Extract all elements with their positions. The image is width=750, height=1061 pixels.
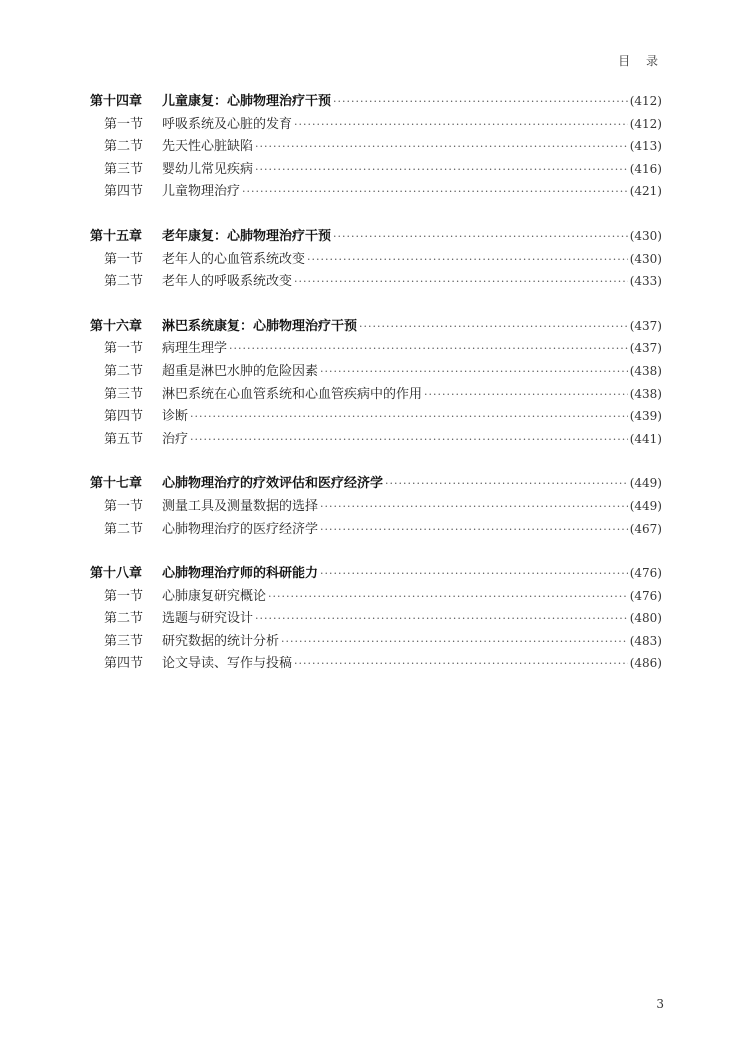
page-reference: (439) — [629, 409, 662, 424]
chapter-block — [90, 90, 662, 203]
chapter-entry[interactable] — [90, 90, 662, 113]
section-entry[interactable] — [90, 405, 662, 428]
section-label: 第二节 — [104, 521, 144, 537]
section-label: 第一节 — [104, 116, 144, 132]
page-reference: (476) — [629, 588, 662, 603]
dot-leader — [294, 653, 628, 676]
section-title: 论文导读、写作与投稿 — [162, 656, 293, 672]
dot-leader — [385, 473, 628, 496]
section-label: 第一节 — [104, 341, 144, 357]
section-entry[interactable] — [90, 495, 662, 518]
dot-leader — [190, 406, 628, 429]
section-label: 第一节 — [104, 251, 144, 267]
section-title: 先天性心脏缺陷 — [162, 139, 254, 155]
chapter-title: 心肺物理治疗的疗效评估和医疗经济学 — [162, 476, 384, 492]
section-entry[interactable] — [90, 652, 662, 675]
dot-leader — [333, 91, 628, 114]
dot-leader — [307, 249, 628, 272]
section-title: 婴幼儿常见疾病 — [162, 161, 254, 177]
section-label: 第四节 — [104, 656, 144, 672]
chapter-label: 第十八章 — [90, 566, 143, 582]
dot-leader — [229, 338, 628, 361]
section-title: 老年人的呼吸系统改变 — [162, 274, 293, 290]
section-title: 超重是淋巴水肿的危险因素 — [162, 363, 319, 379]
dot-leader — [190, 429, 628, 452]
dot-leader — [281, 631, 628, 654]
dot-leader — [268, 586, 628, 609]
section-entry[interactable] — [90, 518, 662, 541]
chapter-label: 第十六章 — [90, 318, 143, 334]
dot-leader — [320, 519, 628, 542]
chapter-entry[interactable] — [90, 562, 662, 585]
section-title: 呼吸系统及心脏的发育 — [162, 116, 293, 132]
page-number: 3 — [656, 997, 664, 1011]
section-entry[interactable] — [90, 180, 662, 203]
dot-leader — [242, 181, 628, 204]
chapter-title: 老年康复：心肺物理治疗干预 — [162, 228, 332, 244]
dot-leader — [294, 271, 628, 294]
section-title: 淋巴系统在心血管系统和心血管疾病中的作用 — [162, 386, 423, 402]
section-title: 病理生理学 — [162, 341, 228, 357]
page-reference: (421) — [629, 184, 662, 199]
section-label: 第三节 — [104, 633, 144, 649]
section-title: 儿童物理治疗 — [162, 184, 241, 200]
section-label: 第二节 — [104, 363, 144, 379]
section-label: 第二节 — [104, 139, 144, 155]
dot-leader — [255, 136, 628, 159]
page-reference: (476) — [629, 566, 662, 581]
page-reference: (412) — [629, 116, 662, 131]
section-title: 治疗 — [162, 431, 189, 447]
chapter-label: 第十七章 — [90, 476, 143, 492]
section-label: 第三节 — [104, 386, 144, 402]
dot-leader — [320, 496, 628, 519]
section-title: 诊断 — [162, 409, 189, 425]
section-entry[interactable] — [90, 585, 662, 608]
chapter-block — [90, 562, 662, 675]
page-reference: (413) — [629, 139, 662, 154]
section-title: 测量工具及测量数据的选择 — [162, 498, 319, 514]
chapter-title: 儿童康复：心肺物理治疗干预 — [162, 94, 332, 109]
section-title: 心肺物理治疗的医疗经济学 — [162, 521, 319, 537]
page-reference: (416) — [629, 161, 662, 176]
section-title: 老年人的心血管系统改变 — [162, 251, 306, 267]
page-reference: (430) — [629, 251, 662, 266]
dot-leader — [294, 114, 628, 137]
section-entry[interactable] — [90, 383, 662, 406]
section-label: 第二节 — [104, 611, 144, 627]
section-label: 第二节 — [104, 274, 144, 290]
chapter-block — [90, 472, 662, 540]
section-label: 第一节 — [104, 498, 144, 514]
page-reference: (449) — [629, 476, 662, 491]
page-reference: (486) — [629, 656, 662, 671]
section-label: 第四节 — [104, 184, 144, 200]
chapter-title: 淋巴系统康复：心肺物理治疗干预 — [162, 318, 358, 334]
chapter-entry[interactable] — [90, 225, 662, 248]
chapter-title: 心肺物理治疗师的科研能力 — [162, 566, 319, 582]
page-reference: (430) — [629, 228, 662, 243]
section-title: 研究数据的统计分析 — [162, 633, 280, 649]
dot-leader — [359, 316, 628, 339]
section-label: 第五节 — [104, 431, 144, 447]
chapter-block — [90, 315, 662, 451]
table-of-contents — [90, 90, 662, 697]
chapter-block — [90, 225, 662, 293]
section-entry[interactable] — [90, 428, 662, 451]
page-reference: (467) — [629, 521, 662, 536]
section-title: 心肺康复研究概论 — [162, 588, 267, 604]
chapter-entry[interactable] — [90, 472, 662, 495]
dot-leader — [255, 159, 628, 182]
page-reference: (441) — [629, 431, 662, 446]
section-entry[interactable] — [90, 248, 662, 271]
section-entry[interactable] — [90, 337, 662, 360]
section-title: 选题与研究设计 — [162, 611, 254, 627]
dot-leader — [320, 361, 628, 384]
section-label: 第三节 — [104, 161, 144, 177]
chapter-label: 第十五章 — [90, 228, 143, 244]
chapter-entry[interactable] — [90, 315, 662, 338]
section-entry[interactable] — [90, 158, 662, 181]
page-reference: (480) — [629, 611, 662, 626]
page-reference: (438) — [629, 363, 662, 378]
running-header: 目 录 — [618, 54, 664, 68]
dot-leader — [320, 563, 628, 586]
section-entry[interactable] — [90, 607, 662, 630]
chapter-label: 第十四章 — [90, 94, 143, 109]
section-label: 第一节 — [104, 588, 144, 604]
dot-leader — [333, 226, 628, 249]
page-reference: (438) — [629, 386, 662, 401]
dot-leader — [424, 384, 628, 407]
page-reference: (412) — [629, 94, 662, 108]
page-reference: (437) — [629, 341, 662, 356]
page-reference: (433) — [629, 274, 662, 289]
section-entry[interactable] — [90, 360, 662, 383]
page-reference: (483) — [629, 633, 662, 648]
section-entry[interactable] — [90, 270, 662, 293]
page-reference: (449) — [629, 498, 662, 513]
section-entry[interactable] — [90, 630, 662, 653]
page-reference: (437) — [629, 318, 662, 333]
dot-leader — [255, 608, 628, 631]
section-entry[interactable] — [90, 113, 662, 136]
section-label: 第四节 — [104, 409, 144, 425]
section-entry[interactable] — [90, 135, 662, 158]
